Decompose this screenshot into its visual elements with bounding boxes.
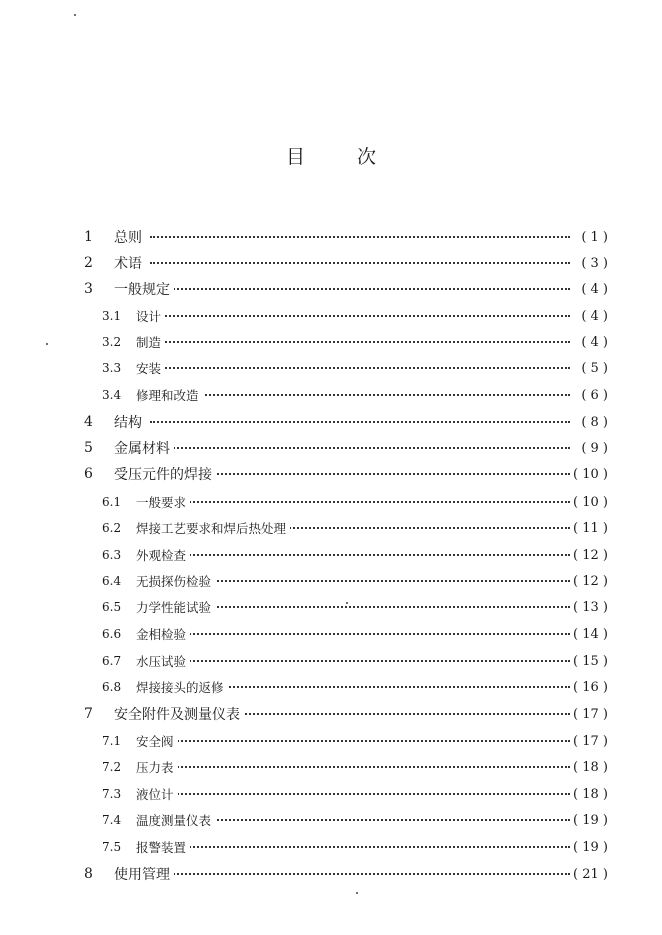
toc-entry-number: 1 bbox=[84, 229, 93, 245]
toc-entry[interactable] bbox=[0, 250, 662, 276]
toc-entry-label: 水压试验 bbox=[136, 652, 190, 670]
toc-entry-number: 7.4 bbox=[102, 813, 122, 827]
scan-speck bbox=[74, 14, 76, 16]
toc-entry-label: 压力表 bbox=[136, 758, 178, 776]
toc-entry-label: 设计 bbox=[136, 307, 165, 325]
toc-entry-label: 安全附件及测量仪表 bbox=[114, 704, 244, 724]
dot-leader bbox=[150, 846, 570, 848]
toc-entry-page: ( 21 ) bbox=[570, 867, 608, 882]
toc-entry-label: 受压元件的焊接 bbox=[114, 464, 216, 484]
toc-entry-number: 6 bbox=[84, 466, 93, 482]
toc-entry-label: 一般规定 bbox=[114, 279, 174, 299]
toc-entry-label: 报警装置 bbox=[136, 838, 190, 856]
toc-entry[interactable] bbox=[0, 807, 662, 833]
toc-entry-label: 温度测量仪表 bbox=[136, 811, 215, 829]
toc-entry-number: 5 bbox=[84, 440, 93, 456]
toc-entry[interactable] bbox=[0, 224, 662, 250]
dot-leader bbox=[150, 341, 570, 343]
title-part-1: 目 bbox=[285, 146, 305, 168]
page-title bbox=[0, 142, 662, 169]
toc-entry-number: 6.4 bbox=[102, 574, 122, 588]
dot-leader bbox=[150, 633, 570, 635]
toc-entry-page: ( 14 ) bbox=[570, 627, 608, 642]
toc-entry-page: ( 13 ) bbox=[570, 600, 608, 615]
toc-entry-page: ( 4 ) bbox=[578, 309, 608, 324]
toc-entry-number: 3.1 bbox=[102, 309, 122, 323]
title-part-2: 次 bbox=[357, 146, 377, 168]
toc-entry[interactable] bbox=[0, 329, 662, 355]
toc-entry[interactable] bbox=[0, 701, 662, 727]
toc-entry-page: ( 10 ) bbox=[570, 495, 608, 510]
toc-entry-label: 结构 bbox=[114, 412, 146, 432]
toc-entry-label: 外观检查 bbox=[136, 546, 190, 564]
toc-entry-number: 3.4 bbox=[102, 388, 122, 402]
toc-entry[interactable] bbox=[0, 754, 662, 780]
toc-entry-label: 使用管理 bbox=[114, 864, 174, 884]
toc-entry[interactable] bbox=[0, 489, 662, 515]
dot-leader bbox=[150, 873, 570, 875]
toc-entry-label: 术语 bbox=[114, 253, 146, 273]
toc-entry-number: 7.5 bbox=[102, 840, 122, 854]
toc-entry-label: 安装 bbox=[136, 359, 165, 377]
toc-entry-label: 金属材料 bbox=[114, 438, 174, 458]
toc-entry[interactable] bbox=[0, 648, 662, 674]
toc-entry-label: 金相检验 bbox=[136, 625, 190, 643]
dot-leader bbox=[150, 262, 570, 264]
toc-entry-number: 3.3 bbox=[102, 361, 122, 375]
toc-entry-label: 力学性能试验 bbox=[136, 598, 215, 616]
dot-leader bbox=[150, 554, 570, 556]
toc-entry-page: ( 5 ) bbox=[578, 361, 608, 376]
toc-entry-page: ( 17 ) bbox=[570, 734, 608, 749]
toc-entry-page: ( 8 ) bbox=[578, 415, 608, 430]
toc-entry[interactable] bbox=[0, 781, 662, 807]
toc-entry-number: 7.1 bbox=[102, 734, 122, 748]
toc-entry[interactable] bbox=[0, 834, 662, 860]
toc-entry-number: 6.7 bbox=[102, 654, 122, 668]
toc-entry-page: ( 19 ) bbox=[570, 840, 608, 855]
toc-entry-page: ( 9 ) bbox=[578, 441, 608, 456]
dot-leader bbox=[150, 315, 570, 317]
toc-entry-page: ( 15 ) bbox=[570, 654, 608, 669]
toc-entry-number: 6.5 bbox=[102, 600, 122, 614]
toc-entry-label: 制造 bbox=[136, 333, 165, 351]
dot-leader bbox=[150, 421, 570, 423]
toc-entry[interactable] bbox=[0, 382, 662, 408]
toc-entry-number: 6.6 bbox=[102, 627, 122, 641]
dot-leader bbox=[150, 236, 570, 238]
scan-speck bbox=[356, 892, 358, 894]
toc-entry[interactable] bbox=[0, 728, 662, 754]
dot-leader bbox=[150, 740, 570, 742]
toc-entry-page: ( 12 ) bbox=[570, 548, 608, 563]
toc-entry-number: 7.2 bbox=[102, 760, 122, 774]
toc-entry-label: 无损探伤检验 bbox=[136, 572, 215, 590]
scan-speck bbox=[346, 602, 348, 604]
dot-leader bbox=[150, 447, 570, 449]
dot-leader bbox=[150, 766, 570, 768]
toc-entry-page: ( 6 ) bbox=[578, 388, 608, 403]
dot-leader bbox=[150, 367, 570, 369]
toc-entry-number: 7.3 bbox=[102, 787, 122, 801]
toc-entry-page: ( 18 ) bbox=[570, 787, 608, 802]
toc-entry-page: ( 16 ) bbox=[570, 680, 608, 695]
dot-leader bbox=[150, 501, 570, 503]
toc-entry-label: 焊接工艺要求和焊后热处理 bbox=[136, 519, 290, 537]
scan-speck bbox=[46, 343, 48, 345]
toc-entry-page: ( 12 ) bbox=[570, 574, 608, 589]
toc-entry-page: ( 11 ) bbox=[570, 521, 608, 536]
toc-entry[interactable] bbox=[0, 409, 662, 435]
toc-entry-number: 6.8 bbox=[102, 680, 122, 694]
toc-entry-number: 3.2 bbox=[102, 335, 122, 349]
toc-entry-number: 2 bbox=[84, 255, 93, 271]
toc-entry-number: 8 bbox=[84, 866, 93, 882]
toc-entry[interactable] bbox=[0, 568, 662, 594]
toc-entry[interactable] bbox=[0, 355, 662, 381]
toc-entry[interactable] bbox=[0, 461, 662, 487]
toc-entry-label: 焊接接头的返修 bbox=[136, 678, 228, 696]
toc-entry[interactable] bbox=[0, 515, 662, 541]
dot-leader bbox=[150, 660, 570, 662]
toc-entry-label: 总则 bbox=[114, 227, 146, 247]
toc-entry[interactable] bbox=[0, 594, 662, 620]
dot-leader bbox=[150, 288, 570, 290]
toc-entry-label: 液位计 bbox=[136, 785, 178, 803]
toc-entry-number: 3 bbox=[84, 281, 93, 297]
toc-entry-label: 安全阀 bbox=[136, 732, 178, 750]
toc-entry-number: 4 bbox=[84, 414, 93, 430]
toc-entry-page: ( 19 ) bbox=[570, 813, 608, 828]
toc-entry-page: ( 1 ) bbox=[578, 230, 608, 245]
toc-entry[interactable] bbox=[0, 861, 662, 887]
dot-leader bbox=[150, 394, 570, 396]
toc-entry-page: ( 10 ) bbox=[570, 467, 608, 482]
toc-entry-page: ( 4 ) bbox=[578, 282, 608, 297]
dot-leader bbox=[150, 793, 570, 795]
toc-entry[interactable] bbox=[0, 276, 662, 302]
toc-entry[interactable] bbox=[0, 435, 662, 461]
toc-entry-page: ( 17 ) bbox=[570, 707, 608, 722]
toc-entry-page: ( 3 ) bbox=[578, 256, 608, 271]
toc-entry[interactable] bbox=[0, 674, 662, 700]
toc-entry-page: ( 18 ) bbox=[570, 760, 608, 775]
toc-entry-number: 6.1 bbox=[102, 495, 122, 509]
toc-entry-number: 6.2 bbox=[102, 521, 122, 535]
toc-entry[interactable] bbox=[0, 303, 662, 329]
toc-entry-number: 7 bbox=[84, 706, 93, 722]
toc-entry-label: 修理和改造 bbox=[136, 386, 203, 404]
toc-entry-page: ( 4 ) bbox=[578, 335, 608, 350]
toc-entry-number: 6.3 bbox=[102, 548, 122, 562]
toc-entry[interactable] bbox=[0, 542, 662, 568]
toc-entry[interactable] bbox=[0, 621, 662, 647]
toc-entry-label: 一般要求 bbox=[136, 493, 190, 511]
